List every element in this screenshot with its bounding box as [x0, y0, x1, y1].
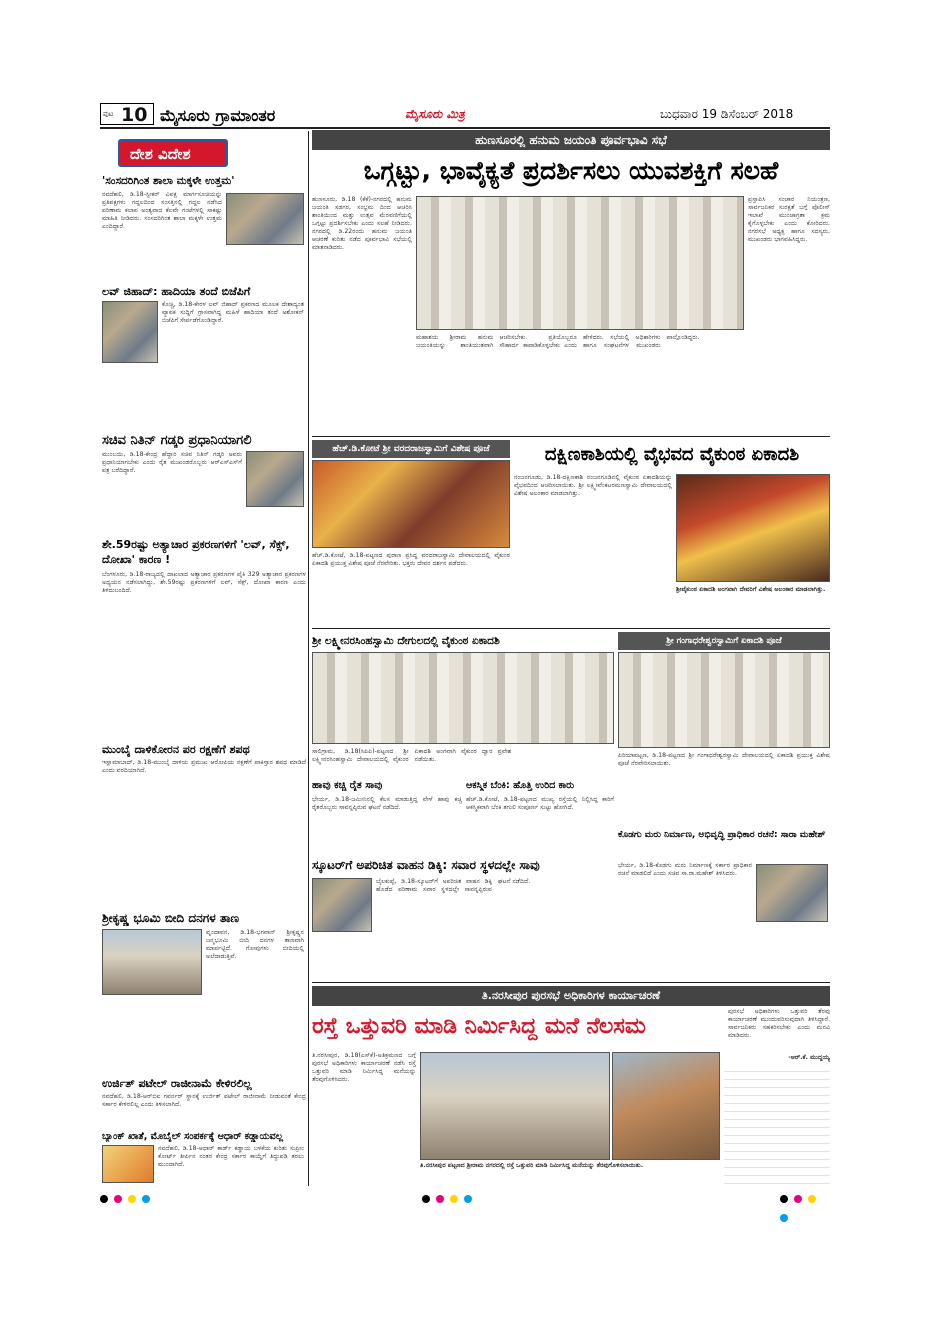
- story-photo: [102, 929, 202, 995]
- hdkote-headline: ಹೆಚ್.ಡಿ.ಕೋಟೆ ಶ್ರೀ ವರದರಾಜಸ್ವಾಮಿಗೆ ವಿಶೇಷ ಪೂಜೆ: [312, 440, 510, 458]
- bottom-story-kicker: ತಿ.ನರಸೀಪುರ ಪುರಸಭೆ ಅಧಿಕಾರಿಗಳ ಕಾರ್ಯಾಚರಣೆ: [312, 986, 830, 1006]
- lakshmi-headline: ಶ್ರೀ ಲಕ್ಷ್ಮೀನರಸಿಂಹಸ್ವಾಮಿ ದೇಗುಲದಲ್ಲಿ ವೈಕುಂಠ ಏಕಾದಶಿ: [312, 635, 500, 647]
- bottom-story-byline: -ಆರ್.ಕೆ. ಮುದ್ದಯ್ಯ: [788, 1054, 830, 1061]
- story-headline: ಲವ್ ಜಿಹಾದ್: ಹಾದಿಯಾ ತಂದೆ ಬಿಜೆಪಿಗೆ: [102, 285, 251, 298]
- hdkote-photo: [312, 460, 510, 548]
- lakshmi-photo: [312, 652, 614, 744]
- registration-dots-center: [422, 1188, 478, 1207]
- bottom-story-caption: ತಿ.ನರಸೀಪುರ ಪಟ್ಟಣದ ಶ್ರೀರಾಮ ನಗರದಲ್ಲಿ ರಸ್ತೆ ಒತ್ತುವರಿ ಮಾಡಿ ನಿರ್ಮಿಸಿದ್ದ ಮನೆಯನ್ನು ತೆರವುಗೊಳಿಸಲಾಯಿತು.: [420, 1162, 644, 1169]
- story-photo: [246, 451, 304, 507]
- bottom-story-photo-1: [420, 1052, 610, 1160]
- paper-name-logo: ಮೈಸೂರು ಮಿತ್ರ: [405, 107, 465, 121]
- top-story-photo: [416, 196, 744, 330]
- kodagu-body: ಭೇರ್ಯ, ಡಿ.18-ಕೊಡಗು ಮರು ನಿರ್ಮಾಣಕ್ಕೆ ಸರ್ಕಾರ ಪ್ರಾಧಿಕಾರ ರಚನೆ ಮಾಡಲಿದೆ ಎಂದು ಸಚಿವ ಸಾ.ರಾ.ಮಹೇಶ್ ತಿಳಿಸಿದರು.: [618, 862, 752, 877]
- bottom-story-right-body: ಪುರಸಭೆ ಅಧಿಕಾರಿಗಳು ಒತ್ತುವರಿ ತೆರವು ಕಾರ್ಯಾಚರಣೆ ಮುಂದುವರಿಸುವುದಾಗಿ ತಿಳಿಸಿದ್ದಾರೆ. ಸಾರ್ವಜನಿಕರು ಸಹಕರಿಸಬೇಕು ಎಂದು ಮನವಿ ಮಾಡಿದರು.: [728, 1008, 830, 1039]
- story-headline: 'ಸಂಸದರಿಗಿಂತ ಶಾಲಾ ಮಕ್ಕಳೇ ಉತ್ತಮ': [102, 175, 235, 187]
- section-rule: [312, 628, 830, 629]
- kodagu-headline: ಕೊಡಗು ಮರು ನಿರ್ಮಾಣ, ಅಭಿವೃದ್ಧಿ ಪ್ರಾಧಿಕಾರ ರಚನೆ: ಸಾರಾ ಮಹೇಶ್: [618, 830, 826, 840]
- issue-date: ಬುಧವಾರ 19 ಡಿಸೆಂಬರ್ 2018: [660, 107, 794, 121]
- fire-headline: ಆಕಸ್ಮಿಕ ಬೆಂಕಿ: ಹೊತ್ತಿ ಉರಿದ ಕಾರು: [466, 780, 575, 791]
- story-body: ಇಸ್ಲಾಮಾಬಾದ್, ಡಿ.18-ಮುಂಬೈ ದಾಳಿಯ ಪ್ರಮುಖ ಆರೋಪಿಯ ರಕ್ಷಣೆಗೆ ಪಾಕಿಸ್ತಾನ ಶಪಥ ಮಾಡಿದೆ ಎಂದು ವರದಿಯಾಗಿದೆ.: [102, 759, 306, 774]
- story-headline: ಶ್ರೀಕೃಷ್ಣ ಭೂಮಿ ಬೀದಿ ದನಗಳ ತಾಣ: [102, 911, 240, 925]
- top-story-body-right: ಪ್ರಸ್ತಾಪಿಸಿ ಸಂಚಾರ ನಿಯಂತ್ರಣ, ಸಾರ್ವಜನಿಕರ ಸುರಕ್ಷತೆ ಬಗ್ಗೆ ಪೊಲೀಸ್ ಇಲಾಖೆ ಮುಂಜಾಗ್ರತಾ ಕ್ರಮ ಕೈಗೊಳ್ಳಬೇಕು ಎಂದು ಕೋರಿದರು. ನಗರಸಭೆ ಅಧ್ಯಕ್ಷ ಹಾಗೂ ಸದಸ್ಯರು, ಮುಖಂಡರು ಭಾಗವಹಿಸಿದ್ದರು.: [748, 196, 830, 243]
- section-title: ಮೈಸೂರು ಗ್ರಾಮಾಂತರ: [160, 106, 276, 125]
- left-column-banner: [118, 139, 228, 167]
- snake-body: ಭೇರ್ಯ, ಡಿ.18-ಜಮೀನಿನಲ್ಲಿ ಕೆಲಸ ಮಾಡುತ್ತಿದ್ದ ವೇಳೆ ಹಾವು ಕಚ್ಚಿ ರೈತರೊಬ್ಬರು ಸಾವನ್ನಪ್ಪಿರುವ ಘಟನೆ ನಡೆದಿದೆ.: [312, 796, 462, 811]
- page-number: 10: [121, 104, 148, 126]
- scooter-body: ಬೈಲಕುಪ್ಪೆ, ಡಿ.18-ಸ್ಕೂಟರ್‌ಗೆ ಅಪರಿಚಿತ ವಾಹನ ಡಿಕ್ಕಿ ಹೊಡೆದ ಪರಿಣಾಮ ಸವಾರ ಸ್ಥಳದಲ್ಲೇ ಸಾವನ್ನಪ್ಪಿರುವ ಘಟನೆ ನಡೆದಿದೆ.: [376, 878, 531, 893]
- scooter-headline: ಸ್ಕೂಟರ್‌ಗೆ ಅಪರಿಚಿತ ವಾಹನ ಡಿಕ್ಕಿ: ಸವಾರ ಸ್ಥಳದಲ್ಲೇ ಸಾವು: [312, 858, 540, 872]
- section-rule: [312, 982, 830, 983]
- fire-body: ಹೆಚ್.ಡಿ.ಕೋಟೆ, ಡಿ.18-ಪಟ್ಟಣದ ಮುಖ್ಯ ರಸ್ತೆಯಲ್ಲಿ ನಿಲ್ಲಿಸಿದ್ದ ಕಾರಿಗೆ ಆಕಸ್ಮಿಕವಾಗಿ ಬೆಂಕಿ ತಗುಲಿ ಸಂಪೂರ್ಣ ಸುಟ್ಟು ಹೋಗಿದೆ.: [466, 796, 614, 811]
- story-photo: [226, 193, 304, 245]
- story-body: ಬೆಂಗಳೂರು, ಡಿ.18-ರಾಜ್ಯದಲ್ಲಿ ದಾಖಲಾದ ಅತ್ಯಾಚಾರ ಪ್ರಕರಣಗಳ ಪೈಕಿ 329 ಅತ್ಯಾಚಾರ ಪ್ರಕರಣಗಳ ಅಧ್ಯಯನ ನಡೆಸಲಾಗಿದ್ದು, ಶೇ.59ರಷ್ಟು ಪ್ರಕರಣಗಳಿಗೆ ಲವ್, ಸೆಕ್ಸ್, ದೋಖಾ ಕಾರಣ ಎಂದು ತಿಳಿದುಬಂದಿದೆ.: [102, 571, 306, 594]
- story-photo: [102, 1145, 154, 1183]
- top-story-kicker: ಹುಣಸೂರಲ್ಲಿ ಹನುಮ ಜಯಂತಿ ಪೂರ್ವಭಾವಿ ಸಭೆ: [312, 130, 830, 150]
- bottom-story-body-cont: [724, 1068, 830, 1186]
- top-story-body-bottom: ಮಹಾಶಯ ಶ್ರೀರಾಮ ಹನುಮ ಜಯಂತಿಯನ್ನು ಶಾಂತಿಯುತವಾಗಿ ಆಚರಿಸಬೇಕು. ಪ್ರತಿಯೊಬ್ಬರೂ ಸೌಹಾರ್ದ ಕಾಪಾಡಿಕೊಳ್ಳಬೇಕು ಎಂದು ಹೇಳಿದರು. ಸಭೆಯಲ್ಲಿ ಅಧಿಕಾರಿಗಳು ಹಾಗೂ ಸಂಘಟನೆಗಳ ಮುಖಂಡರು ಪಾಲ್ಗೊಂಡಿದ್ದರು.: [416, 334, 700, 349]
- story-body: ನವದೆಹಲಿ, ಡಿ.18-ಆರ್‌ಬಿಐ ಗವರ್ನರ್ ಸ್ಥಾನಕ್ಕೆ ಉರ್ಜಿತ್ ಪಟೇಲ್ ರಾಜೀನಾಮೆ ನೀಡುವಂತೆ ಕೇಂದ್ರ ಸರ್ಕಾರ ಕೇಳಿರಲಿಲ್ಲ ಎಂದು ತಿಳಿಸಲಾಗಿದೆ.: [102, 1093, 306, 1108]
- story-headline: ಬ್ಯಾಂಕ್ ಖಾತೆ, ಮೊಬೈಲ್ ಸಂಪರ್ಕಕ್ಕೆ ಆಧಾರ್ ಕಡ್ಡಾಯವಲ್ಲ: [102, 1131, 284, 1142]
- bottom-story-photo-2: [612, 1052, 720, 1160]
- page-masthead: [100, 103, 830, 127]
- snake-headline: ಹಾವು ಕಚ್ಚಿ ರೈತ ಸಾವು: [312, 780, 383, 791]
- top-story-body-left: ಹುಣಸೂರು, ಡಿ.18 (ಕೆಕೆ)-ನಗರದಲ್ಲಿ ಹನುಮ ಜಯಂತಿ ಸಡಗರ, ಸಂಭ್ರಮ ದಿಂದ ಆಚರಿಸಿ ಶಾಂತಿಯಿಂದ ಮತ್ತು ಉತ್ಸವ ಮೆರವಣಿಗೆಯಲ್ಲಿ ಒಗ್ಗಟ್ಟು ಪ್ರದರ್ಶಿಸಬೇಕು ಎಂದು ಸಲಹೆ ನೀಡಿದರು. ನಗರದಲ್ಲಿ ಡಿ.22ರಂದು ಹನುಮ ಜಯಂತಿ ಆಚರಣೆ ಕುರಿತು ನಡೆದ ಪೂರ್ವಭಾವಿ ಸಭೆಯಲ್ಲಿ ಮಾತನಾಡಿದರು.: [312, 196, 412, 251]
- print-registration-marks: [100, 1188, 830, 1200]
- scooter-photo: [312, 878, 372, 932]
- bottom-story-body: ತಿ.ನರಸೀಪುರ, ಡಿ.18(ಎಸ್‌ಕೆ)-ಅತಿಕ್ರಮಣದ ಬಗ್ಗೆ ಪುರಸಭೆ ಅಧಿಕಾರಿಗಳು ಕಾರ್ಯಾಚರಣೆ ನಡೆಸಿ ರಸ್ತೆ ಒತ್ತುವರಿ ಮಾಡಿ ನಿರ್ಮಿಸಿದ್ದ ಮನೆಯನ್ನು ತೆರವುಗೊಳಿಸಿದರು.: [312, 1052, 416, 1083]
- story-headline: ಮುಂಬೈ ದಾಳಿಕೋರನ ಪರ ರಕ್ಷಣೆಗೆ ಶಪಥ: [102, 743, 250, 756]
- dakshina-headline: ದಕ್ಷಿಣಕಾಶಿಯಲ್ಲಿ ವೈಭವದ ವೈಕುಂಠ ಏಕಾದಶಿ: [544, 444, 800, 465]
- kodagu-photo: [756, 864, 828, 922]
- lakshmi-body: ಸಾಲಿಗ್ರಾಮ, ಡಿ.18(ಸಿಪಿಪಿ)-ಪಟ್ಟಣದ ಶ್ರೀ ಲಕ್ಷ್ಮೀನರಸಿಂಹಸ್ವಾಮಿ ದೇವಾಲಯದಲ್ಲಿ ವೈಕುಂಠ ಏಕಾದಶಿ ಅಂಗವಾಗಿ ವೈಕುಂಠ ದ್ವಾರ ಪ್ರವೇಶ ನಡೆಯಿತು.: [312, 748, 512, 763]
- gangadhar-body: ಪಿರಿಯಾಪಟ್ಟಣ, ಡಿ.18-ಪಟ್ಟಣದ ಶ್ರೀ ಗಂಗಾಧರೇಶ್ವರಸ್ವಾಮಿ ದೇವಾಲಯದಲ್ಲಿ ಏಕಾದಶಿ ಪ್ರಯುಕ್ತ ವಿಶೇಷ ಪೂಜೆ ನೆರವೇರಿಸಲಾಯಿತು.: [618, 752, 830, 767]
- gangadhar-headline: ಶ್ರೀ ಗಂಗಾಧರೇಶ್ವರಸ್ವಾಮಿಗೆ ಏಕಾದಶಿ ಪೂಜೆ: [618, 632, 830, 650]
- masthead-rule: [100, 127, 830, 129]
- story-headline: ಸಚಿವ ನಿತಿನ್ ಗಡ್ಕರಿ ಪ್ರಧಾನಿಯಾಗಲಿ: [102, 433, 252, 448]
- story-body: ಕೊಚ್ಚಿ, ಡಿ.18-ಕೇರಳ ಲವ್ ಜಿಹಾದ್ ಪ್ರಕರಣದ ಮೂಲಕ ದೇಶಾದ್ಯಂತ ವ್ಯಾಪಕ ಸುದ್ದಿಗೆ ಗ್ರಾಸವಾಗಿದ್ದ ಮಹಿಳೆ ಹಾದಿಯಾ ತಂದೆ ಅಶೋಕನ್ ಬಿಜೆಪಿಗೆ ಸೇರ್ಪಡೆಗೊಂಡಿದ್ದಾರೆ.: [162, 301, 304, 324]
- story-body: ನವದೆಹಲಿ, ಡಿ.18-ಆಧಾರ್ ಕಾರ್ಡ್ ಕಡ್ಡಾಯ ಬಳಕೆಯ ಕುರಿತು ಸುಪ್ರೀಂ ಕೋರ್ಟ್ ತೀರ್ಪಿನ ನಂತರ ಕೇಂದ್ರ ಸರ್ಕಾರ ಕಾಯ್ದೆಗೆ ತಿದ್ದುಪಡಿ ತರಲು ಮುಂದಾಗಿದೆ.: [158, 1145, 304, 1168]
- story-body: ಮುಂಬಯಿ, ಡಿ.18-ಕೇಂದ್ರ ಹೆದ್ದಾರಿ ಸಚಿವ ನಿತಿನ್ ಗಡ್ಕರಿ ಅವರು ಪ್ರಧಾನಿಯಾಗಬೇಕು ಎಂದು ರೈತ ಮುಖಂಡರೊಬ್ಬರು ಆರ್‌ಎಸ್‌ಎಸ್‌ಗೆ ಪತ್ರ ಬರೆದಿದ್ದಾರೆ.: [102, 451, 242, 474]
- top-story-headline: ಒಗ್ಗಟ್ಟು, ಭಾವೈಕ್ಯತೆ ಪ್ರದರ್ಶಿಸಲು ಯುವಶಕ್ತಿಗೆ ಸಲಹೆ: [363, 156, 779, 185]
- banner-text: ದೇಶ ವಿದೇಶ: [130, 145, 191, 163]
- page-label: ಪುಟ: [103, 110, 114, 118]
- story-body: ನವದೆಹಲಿ, ಡಿ.18-ಸ್ಪೀಕರ್ ವಿಪಕ್ಷ ಮಾರ್ಗಸೂಚಿಯನ್ನು ಪ್ರತಿಪಕ್ಷಗಳು ಗದ್ದಲದಿಂದ ಸಂಸತ್ತಿನಲ್ಲಿ ಗದ್ದಲ ನಡೆಸಿದ ಪರಿಣಾಮ ಕಲಾಪ ಅಂತ್ಯವಾದ ಕೆಲವೇ ಗಂಟೆಗಳಲ್ಲಿ ಸಾಕಷ್ಟು ಮಾಹಿತಿ ನೀಡಿದರು. ಸಂಸದರಿಗಿಂತ ಶಾಲಾ ಮಕ್ಕಳೇ ಉತ್ತಮ ಎಂದಿದ್ದಾರೆ.: [102, 191, 222, 230]
- dakshina-caption: ಶ್ರೀವೈಕುಂಠ ಏಕಾದಶಿ ಅಂಗವಾಗಿ ದೇವರಿಗೆ ವಿಶೇಷ ಅಲಂಕಾರ ಮಾಡಲಾಗಿತ್ತು.: [676, 586, 826, 593]
- story-photo: [102, 301, 158, 363]
- page-number-box: [100, 103, 154, 125]
- registration-dots-left: [100, 1188, 156, 1207]
- story-headline: ಶೇ.59ರಷ್ಟು ಅತ್ಯಾಚಾರ ಪ್ರಕರಣಗಳಿಗೆ 'ಲವ್, ಸೆಕ್ಸ್, ದೋಖಾ' ಕಾರಣ !: [102, 538, 290, 566]
- hdkote-body: ಹೆಚ್.ಡಿ.ಕೋಟೆ, ಡಿ.18-ಪಟ್ಟಣದ ಪುರಾಣ ಪ್ರಸಿದ್ಧ ವರದರಾಜಸ್ವಾಮಿ ದೇವಾಲಯದಲ್ಲಿ ವೈಕುಂಠ ಏಕಾದಶಿ ಪ್ರಯುಕ್ತ ವಿಶೇಷ ಪೂಜೆ ನೆರವೇರಿತು. ಭಕ್ತರು ದೇವರ ದರ್ಶನ ಪಡೆದರು.: [312, 552, 510, 567]
- dakshina-photo: [676, 474, 830, 582]
- story-headline: ಉರ್ಜಿತ್ ಪಟೇಲ್ ರಾಜೀನಾಮೆ ಕೇಳಿರಲಿಲ್ಲ: [102, 1077, 252, 1090]
- story-body: ವೃಂದಾವನ, ಡಿ.18-ಭಗವಾನ್ ಶ್ರೀಕೃಷ್ಣನ ಜನ್ಮಭೂಮಿ ಬೀದಿ ದನಗಳ ತಾಣವಾಗಿ ಮಾರ್ಪಟ್ಟಿದೆ. ಗೋವುಗಳು ಬೀದಿಯಲ್ಲಿ ಅಲೆದಾಡುತ್ತಿವೆ.: [206, 929, 304, 960]
- dakshina-body: ನಂಜನಗೂಡು, ಡಿ.18-ದಕ್ಷಿಣಕಾಶಿ ನಂಜನಗೂಡಿನಲ್ಲಿ ವೈಕುಂಠ ಏಕಾದಶಿಯನ್ನು ವೈಭವದಿಂದ ಆಚರಿಸಲಾಯಿತು. ಶ್ರೀ ಲಕ್ಷ್ಮೀವೆಂಕಟರಮಣಸ್ವಾಮಿ ದೇವಾಲಯದಲ್ಲಿ ವಿಶೇಷ ಅಲಂಕಾರ ಮಾಡಲಾಗಿತ್ತು.: [514, 474, 672, 497]
- left-column: [100, 131, 306, 1186]
- registration-dots-right: [780, 1188, 830, 1226]
- bottom-story-headline: ರಸ್ತೆ ಒತ್ತುವರಿ ಮಾಡಿ ನಿರ್ಮಿಸಿದ್ದ ಮನೆ ನೆಲಸಮ: [312, 1014, 646, 1039]
- section-rule: [312, 436, 830, 437]
- column-divider: [308, 131, 309, 1186]
- gangadhar-photo: [618, 652, 830, 748]
